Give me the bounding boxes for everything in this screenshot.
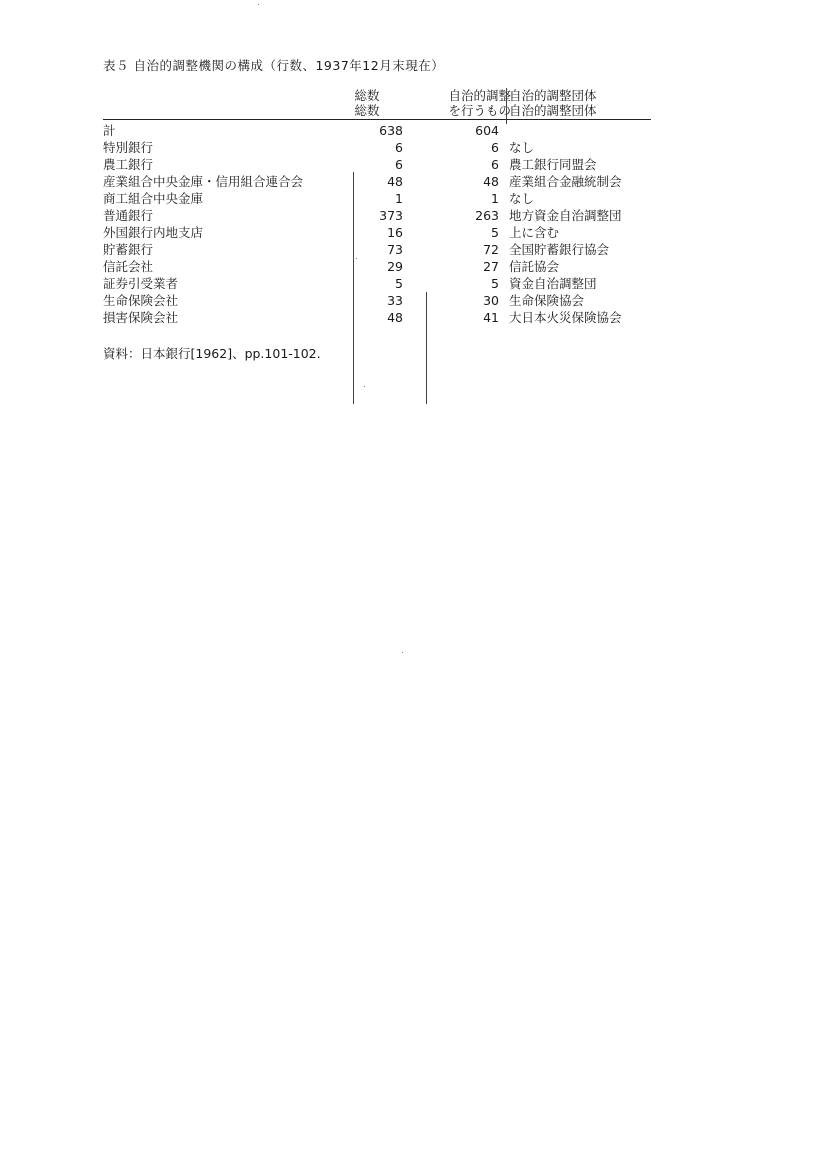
row-org: なし — [509, 140, 535, 155]
source-note: 資料：日本銀行[1962]、pp.101-102. — [103, 346, 321, 361]
header-total-line1: 総数 — [354, 88, 380, 103]
row-org: 生命保険協会 — [509, 293, 585, 308]
table-caption: 表５ 自治的調整機関の構成（行数、1937年12月末現在） — [103, 58, 445, 73]
table-row — [103, 258, 651, 275]
data-table — [103, 88, 651, 326]
row-total: 48 — [387, 310, 403, 325]
row-self: 30 — [483, 293, 499, 308]
row-name: 損害保険会社 — [103, 310, 179, 325]
header-self-line2: を行うもの — [448, 103, 511, 118]
row-self: 1 — [491, 191, 499, 206]
header-rule — [103, 119, 651, 120]
row-name: 産業組合中央金庫・信用組合連合会 — [103, 174, 304, 189]
row-name: 外国銀行内地支店 — [103, 225, 204, 240]
row-name: 証券引受業者 — [103, 276, 179, 291]
row-total: 33 — [387, 293, 403, 308]
table-row — [103, 292, 651, 309]
row-self: 48 — [483, 174, 499, 189]
row-total: 6 — [395, 157, 403, 172]
row-name: 生命保険会社 — [103, 293, 179, 308]
header-total — [349, 88, 385, 118]
row-total: 73 — [387, 242, 403, 257]
row-total: 373 — [379, 208, 403, 223]
row-self: 5 — [491, 276, 499, 291]
row-org: 全国貯蓄銀行協会 — [509, 242, 610, 257]
row-org: 信託協会 — [509, 259, 560, 274]
table-body — [103, 122, 651, 326]
row-total: 48 — [387, 174, 403, 189]
header-self-line1: 自治的調整 — [448, 88, 511, 103]
table-row — [103, 156, 651, 173]
table-header — [103, 88, 651, 122]
header-org-line2: 自治的調整団体 — [509, 103, 597, 118]
scan-speck — [402, 652, 403, 653]
table-row — [103, 173, 651, 190]
header-organization — [509, 88, 597, 118]
header-org-line1: 自治的調整団体 — [509, 88, 597, 103]
row-org: 農工銀行同盟会 — [509, 157, 597, 172]
row-name: 計 — [103, 123, 116, 138]
row-self: 27 — [483, 259, 499, 274]
table-row — [103, 207, 651, 224]
row-total: 5 — [395, 276, 403, 291]
row-self: 41 — [483, 310, 499, 325]
row-self: 6 — [491, 157, 499, 172]
row-name: 普通銀行 — [103, 208, 154, 223]
row-name: 特別銀行 — [103, 140, 154, 155]
table-row — [103, 275, 651, 292]
table-row — [103, 241, 651, 258]
header-column-divider — [506, 88, 507, 124]
row-org: 大日本火災保険協会 — [509, 310, 622, 325]
header-self-regulating — [421, 88, 511, 118]
row-self: 604 — [475, 123, 499, 138]
row-org: 産業組合金融統制会 — [509, 174, 622, 189]
row-total: 29 — [387, 259, 403, 274]
row-total: 638 — [379, 123, 403, 138]
row-self: 6 — [491, 140, 499, 155]
row-name: 信託会社 — [103, 259, 154, 274]
row-total: 1 — [395, 191, 403, 206]
row-name: 商工組合中央金庫 — [103, 191, 204, 206]
row-org: 地方資金自治調整団 — [509, 208, 622, 223]
row-self: 263 — [475, 208, 499, 223]
row-name: 貯蓄銀行 — [103, 242, 154, 257]
scan-speck — [356, 258, 357, 259]
row-org: なし — [509, 191, 535, 206]
row-self: 72 — [483, 242, 499, 257]
header-total-line2: 総数 — [354, 103, 380, 118]
table-row — [103, 122, 651, 139]
table-row — [103, 309, 651, 326]
scan-speck — [364, 386, 365, 387]
row-total: 16 — [387, 225, 403, 240]
row-org: 資金自治調整団 — [509, 276, 597, 291]
table-row — [103, 224, 651, 241]
scan-speck — [258, 4, 259, 5]
table-row — [103, 139, 651, 156]
row-name: 農工銀行 — [103, 157, 154, 172]
row-org: 上に含む — [509, 225, 560, 240]
table-row — [103, 190, 651, 207]
row-self: 5 — [491, 225, 499, 240]
row-total: 6 — [395, 140, 403, 155]
